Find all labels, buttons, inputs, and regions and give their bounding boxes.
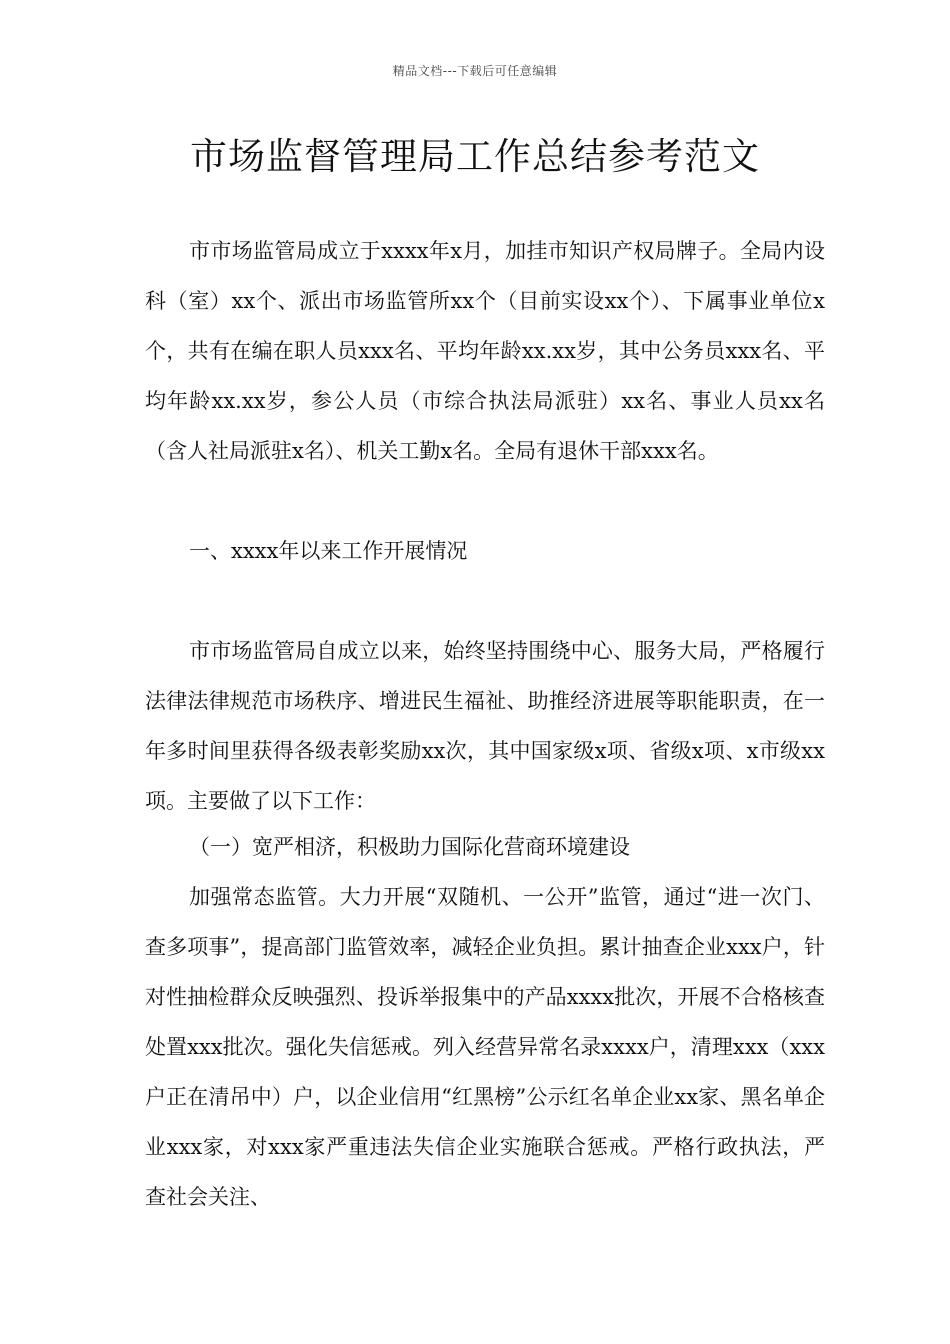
subsection-heading: （一）宽严相济，积极助力国际化营商环境建设 — [189, 835, 630, 859]
section-paragraph: 市市场监管局自成立以来，始终坚持围绕中心、服务大局，严格履行法律法律规范市场秩序、增进民生福祉、助推经济进展等职能职责，在一年多时间里获得各级表彰奖励xx次，其中国家级x项、省级x项、x市级xx项。主要做了以下工作： — [145, 639, 825, 813]
intro-paragraph: 市市场监管局成立于xxxx年x月，加挂市知识产权局牌子。全局内设科（室）xx个、派出市场监管所xx个（目前实设xx个）、下属事业单位x个，共有在编在职人员xxx名、平均年龄xx.xx岁，其中公务员xxx名、平均年龄xx.xx岁，参公人员（市综合执法局派驻）xx名、事业人员xx名（含人社局派驻x名）、机关工勤x名。全局有退休干部xxx名。 — [145, 239, 825, 463]
subsection-paragraph: 加强常态监管。大力开展“双随机、一公开”监管，通过“进一次门、查多项事”，提高部门监管效率，减轻企业负担。累计抽查企业xxx户，针对性抽检群众反映强烈、投诉举报集中的产品xxxx批次，开展不合格核查处置xxx批次。强化失信惩戒。列入经营异常名录xxxx户，清理xxx（xxx户正在清吊中）户，以企业信用“红黑榜”公示红名单企业xx家、黑名单企业xxx家，对xxx家严重违法失信企业实施联合惩戒。严格行政执法，严查社会关注、 — [145, 885, 825, 1209]
document-title: 市场监督管理局工作总结参考范文 — [190, 135, 760, 178]
header-note: 精品文档---下载后可任意编辑 — [392, 64, 558, 78]
section-heading: 一、xxxx年以来工作开展情况 — [189, 539, 468, 563]
